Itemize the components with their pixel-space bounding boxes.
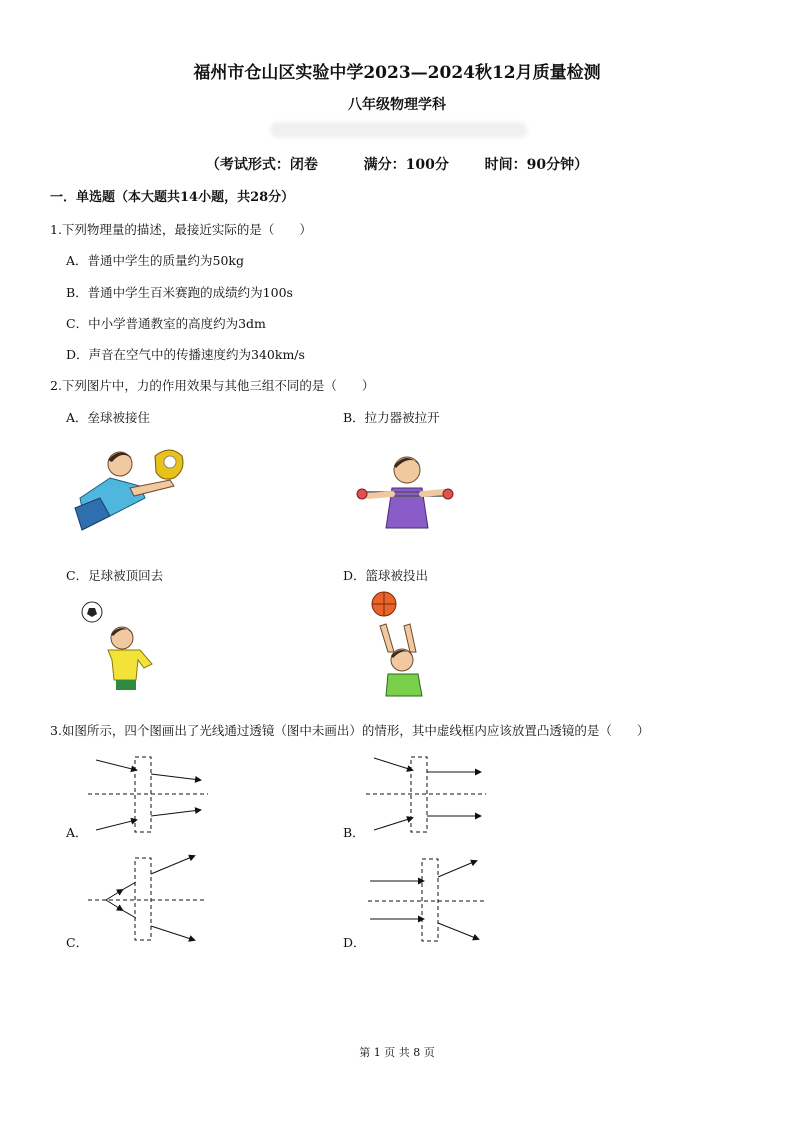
q3-label-b: B． [343,825,365,840]
q3-label-c: C． [66,935,89,950]
q1-option-a: A．普通中学生的质量约为50kg [66,253,245,268]
q2-option-b: B．拉力器被拉开 [343,410,440,425]
q1-option-c: C．中小学普通教室的高度约为3dm [66,316,266,331]
q2-option-d: D．篮球被投出 [343,568,429,583]
lens-diagram-d [368,855,488,947]
lens-diagram-c [88,852,208,944]
q2-option-a: A．垒球被接住 [66,410,151,425]
section-title: 一．单选题（本大题共14小题，共28分） [50,190,295,205]
chest-expander-illustration [352,440,462,530]
basketball-shot-illustration [368,590,438,698]
exam-subtitle: 八年级物理学科 [348,97,446,113]
q1-stem: 1.下列物理量的描述，最接近实际的是（ ） [50,222,312,237]
blurred-watermark [270,122,528,138]
lens-diagram-b [366,752,486,837]
football-header-illustration [80,598,160,693]
softball-catch-illustration [70,438,190,533]
q1-option-d: D．声音在空气中的传播速度约为340km/s [66,347,305,362]
q3-stem: 3.如图所示，四个图画出了光线通过透镜（图中未画出）的情形，其中虚线框内应该放置凸透镜的是（ ） [50,723,650,738]
q3-label-a: A． [66,825,88,840]
q2-option-c: C．足球被顶回去 [66,568,164,583]
page-number: 第 1 页 共 8 页 [359,1046,435,1059]
exam-info [0,154,794,174]
full-score: 满分：100分 [363,157,449,173]
lens-diagram-a [88,752,208,837]
q2-stem: 2.下列图片中，力的作用效果与其他三组不同的是（ ） [50,378,375,393]
exam-time: 时间：90分钟） [484,157,589,173]
exam-title: 福州市仓山区实验中学2023—2024秋12月质量检测 [193,63,601,83]
q3-label-d: D． [343,935,366,950]
exam-form: （考试形式：闭卷 [205,157,318,173]
q1-option-b: B．普通中学生百米赛跑的成绩约为100s [66,285,293,300]
